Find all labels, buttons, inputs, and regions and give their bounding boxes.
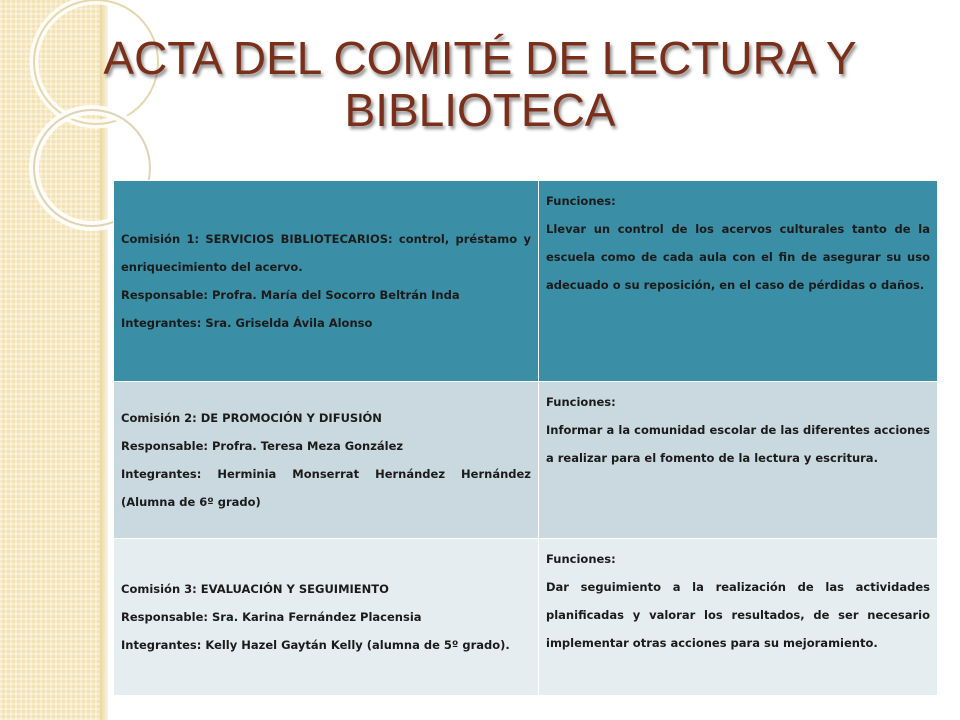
functions-text: Informar a la comunidad escolar de las diferentes acciones a realizar para el fomento de la lectura y escritura. [546,423,930,465]
functions-cell [539,181,938,382]
functions-text: Dar seguimiento a la realización de las actividades planificadas y valorar los resultados, de ser necesario implementar otras acciones para su mejoramiento. [546,580,930,650]
commission-cell [114,539,539,696]
commission-cell [114,382,539,539]
table-row [114,539,938,696]
table-row [114,181,938,382]
committee-table [113,180,938,696]
commission-cell [114,181,539,382]
functions-text: Llevar un control de los acervos culturales tanto de la escuela como de cada aula con el fin de asegurar su uso adecuado o su reposición, en el caso de pérdidas o daños. [546,222,930,292]
commission-responsable: Responsable: Sra. Karina Fernández Placensia [121,610,422,624]
commission-name: Comisión 1: SERVICIOS BIBLIOTECARIOS: control, préstamo y enriquecimiento del acervo. [121,232,531,274]
functions-cell [539,539,938,696]
commission-integrantes: Integrantes: Sra. Griselda Ávila Alonso [121,316,373,330]
page-title: ACTA DEL COMITÉ DE LECTURA Y BIBLIOTECA [103,32,857,136]
functions-label: Funciones: [546,194,616,208]
functions-cell [539,382,938,539]
commission-integrantes: Integrantes: Herminia Monserrat Hernández Hernández (Alumna de 6º grado) [121,467,531,509]
commission-integrantes: Integrantes: Kelly Hazel Gaytán Kelly (alumna de 5º grado). [121,638,510,652]
commission-responsable: Responsable: Profra. María del Socorro Beltrán Inda [121,288,460,302]
functions-label: Funciones: [546,395,616,409]
table-row [114,382,938,539]
functions-label: Funciones: [546,552,616,566]
commission-name: Comisión 2: DE PROMOCIÓN Y DIFUSIÓN [121,411,382,425]
commission-name: Comisión 3: EVALUACIÓN Y SEGUIMIENTO [121,582,389,596]
commission-responsable: Responsable: Profra. Teresa Meza González [121,439,404,453]
